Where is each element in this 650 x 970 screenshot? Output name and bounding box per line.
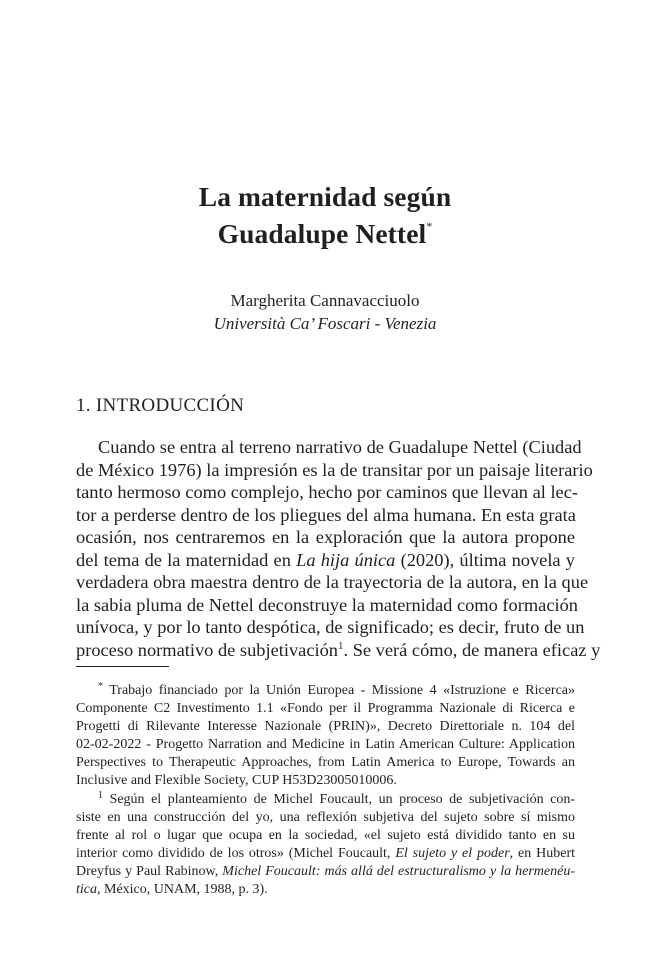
title-line-2-text: Guadalupe Nettel xyxy=(217,218,427,249)
author-affiliation: Università Ca’ Foscari - Venezia xyxy=(213,314,437,333)
body-line xyxy=(76,639,601,662)
body-line: de México 1976) la impresión es la de transitar por un paisaje literario xyxy=(76,459,593,480)
body-line: ocasión, nos centraremos en la exploración que la autora propone xyxy=(76,527,575,548)
footnote-text: Trabajo financiado por la Unión Europea - Missione 4 «Istruzione e Ricerca» xyxy=(109,683,576,698)
title-line-1: La maternidad según xyxy=(198,181,452,212)
body-paragraph xyxy=(76,436,601,661)
footnote-text: interior como dividido de los otros» (Michel Foucault, xyxy=(76,845,396,861)
body-line: verdadera obra maestra dentro de la trayectoria de la autora, en la que xyxy=(76,572,589,593)
footnote-1-line: frente al rol o lugar que ocupa en la sociedad, «el sujeto está dividido tanto en su xyxy=(76,827,575,843)
body-line: unívoca, y por lo tanto despótica, de significado; es decir, fruto de un xyxy=(76,617,585,638)
title-line-2 xyxy=(0,215,650,252)
footnote-star-line: Inclusive and Flexible Society, CUP H53D23005010006. xyxy=(76,773,397,789)
footnote-1-line xyxy=(76,791,575,809)
footnotes xyxy=(76,682,575,899)
footnote-star-line: 02-02-2022 - Progetto Narration and Medicine in Latin American Culture: Application xyxy=(76,737,575,753)
footnote-text: , México, UNAM, 1988, p. 3). xyxy=(97,882,268,898)
footnote-1-line xyxy=(76,881,575,899)
footnote-reference-1[interactable]: 1 xyxy=(338,639,344,652)
footnote-star-line: Progetti di Rilevante Interesse Nazionale (PRIN)», Decreto Direttoriale n. 104 del xyxy=(76,719,575,735)
cited-title-continuation: tica xyxy=(76,882,97,898)
footnote-1-line: siste en una construcción del yo, una reflexión subjetiva del sujeto sobre sí mismo xyxy=(76,809,575,825)
cited-title-el-sujeto-y-el-poder: El sujeto y el poder xyxy=(395,845,510,861)
cited-title-michel-foucault: Michel Foucault: más allá del estructuralismo y la hermenéu- xyxy=(222,863,575,879)
footnote-star-line: Perspectives to Therapeutic Approaches, from Latin America to Europe, Towards an xyxy=(76,755,575,771)
footnote-1-mark: 1 xyxy=(98,789,103,801)
footnote-separator xyxy=(76,666,169,667)
footnote-1-line xyxy=(76,845,575,863)
section-heading: 1. INTRODUCCIÓN xyxy=(76,395,245,416)
body-text-run: del tema de la maternidad en xyxy=(76,549,297,570)
book-title-la-hija-unica: La hija única xyxy=(296,549,396,570)
footnote-text: Dreyfus y Paul Rabinow, xyxy=(76,863,223,879)
body-text-run: (2020), última novela y xyxy=(395,549,575,570)
body-text-run: proceso normativo de subjetivación xyxy=(76,639,338,660)
footnote-text: , en Hubert xyxy=(509,845,576,861)
author-name: Margherita Cannavacciuolo xyxy=(230,291,420,310)
body-line xyxy=(76,549,575,572)
footnote-star-line: Componente C2 Investimento 1.1 «Fondo per il Programma Nazionale di Ricerca e xyxy=(76,701,575,717)
body-line: tanto hermoso como complejo, hecho por caminos que llevan al lec- xyxy=(76,482,579,503)
article-title xyxy=(0,178,650,252)
body-line: tor a perderse dentro de los pliegues del alma humana. En esta grata xyxy=(76,504,576,525)
body-text-run: . Se verá cómo, de manera eficaz y xyxy=(343,639,601,660)
footnote-star-line xyxy=(76,682,575,700)
footnote-1-line xyxy=(76,863,575,881)
footnote-text: Según el planteamiento de Michel Foucault, un proceso de subjetivación con- xyxy=(109,791,576,807)
body-line: Cuando se entra al terreno narrativo de Guadalupe Nettel (Ciudad xyxy=(98,437,582,457)
title-footnote-mark: * xyxy=(426,219,433,233)
footnote-star-mark: * xyxy=(98,681,103,692)
body-line: la sabia pluma de Nettel deconstruye la maternidad como formación xyxy=(76,594,578,615)
